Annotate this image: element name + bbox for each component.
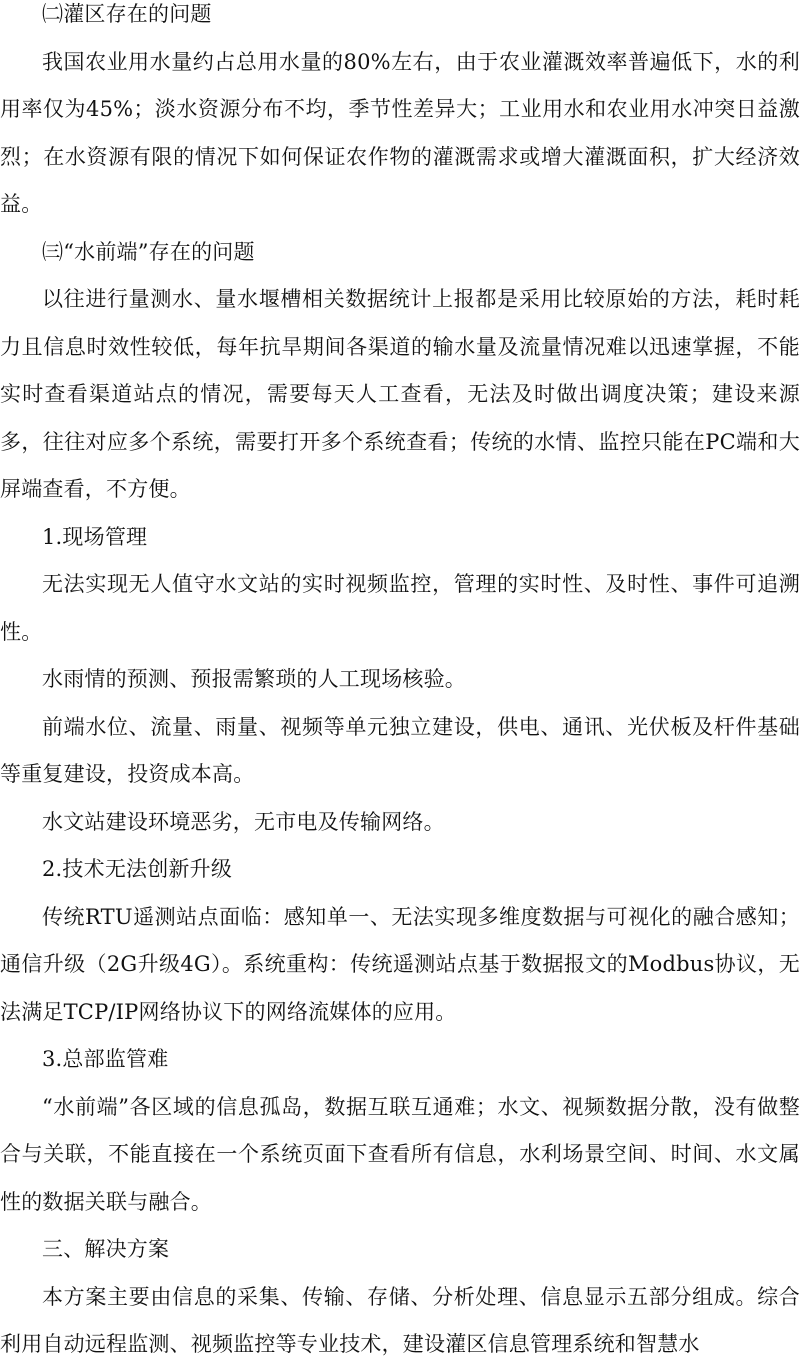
paragraph-agricultural-water-use: 我国农业用水量约占总用水量的80%左右，由于农业灌溉效率普遍低下，水的利用率仅为45%；淡水资源分布不均，季节性差异大；工业用水和农业用水冲突日益激烈；在水资源有限的情况下如何保证农作物的灌溉需求或增大灌溉面积，扩大经济效益。 [0,49,800,216]
subheading-technology-upgrade: 2.技术无法创新升级 [42,857,233,881]
paragraph-data-reporting-methods: 以往进行量测水、量水堰槽相关数据统计上报都是采用比较原始的方法，耗时耗力且信息时效性较低，每年抗旱期间各渠道的输水量及流量情况难以迅速掌握，不能实时查看渠道站点的情况，需要每天人工查看，无法及时做出调度决策；建设来源多，往往对应多个系统，需要打开多个系统查看；传统的水情、监控只能在PC端和大屏端查看，不方便。 [0,287,800,501]
paragraph-information-islands: “水前端”各区域的信息孤岛，数据互联互通难；水文、视频数据分散，没有做整合与关联，不能直接在一个系统页面下查看所有信息，水利场景空间、时间、水文属性的数据关联与融合。 [0,1094,800,1214]
paragraph-solution-overview: 本方案主要由信息的采集、传输、存储、分析处理、信息显示五部分组成。综合利用自动远程监测、视频监控等专业技术，建设灌区信息管理系统和智慧水 [0,1284,800,1356]
paragraph-video-monitoring: 无法实现无人值守水文站的实时视频监控，管理的实时性、及时性、事件可追溯性。 [0,572,800,644]
paragraph-harsh-environment: 水文站建设环境恶劣，无市电及传输网络。 [42,809,445,834]
paragraph-rain-forecast: 水雨情的预测、预报需繁琐的人工现场核验。 [42,667,466,691]
section-heading-irrigation-problems: ㈡灌区存在的问题 [42,2,212,26]
subheading-headquarters-supervision: 3.总部监管难 [42,1047,169,1071]
paragraph-duplicate-construction: 前端水位、流量、雨量、视频等单元独立建设，供电、通讯、光伏板及杆件基础等重复建设，投资成本高。 [0,714,800,786]
paragraph-rtu-telemetry: 传统RTU遥测站点面临：感知单一、无法实现多维度数据与可视化的融合感知；通信升级（2G升级4G）。系统重构：传统遥测站点基于数据报文的Modbus协议，无法满足TCP/IP网络协议下的网络流媒体的应用。 [0,904,800,1024]
section-heading-water-frontend-problems: ㈢“水前端”存在的问题 [42,239,255,264]
section-heading-solution: 三、解决方案 [42,1237,170,1261]
subheading-site-management: 1.现场管理 [42,524,148,549]
